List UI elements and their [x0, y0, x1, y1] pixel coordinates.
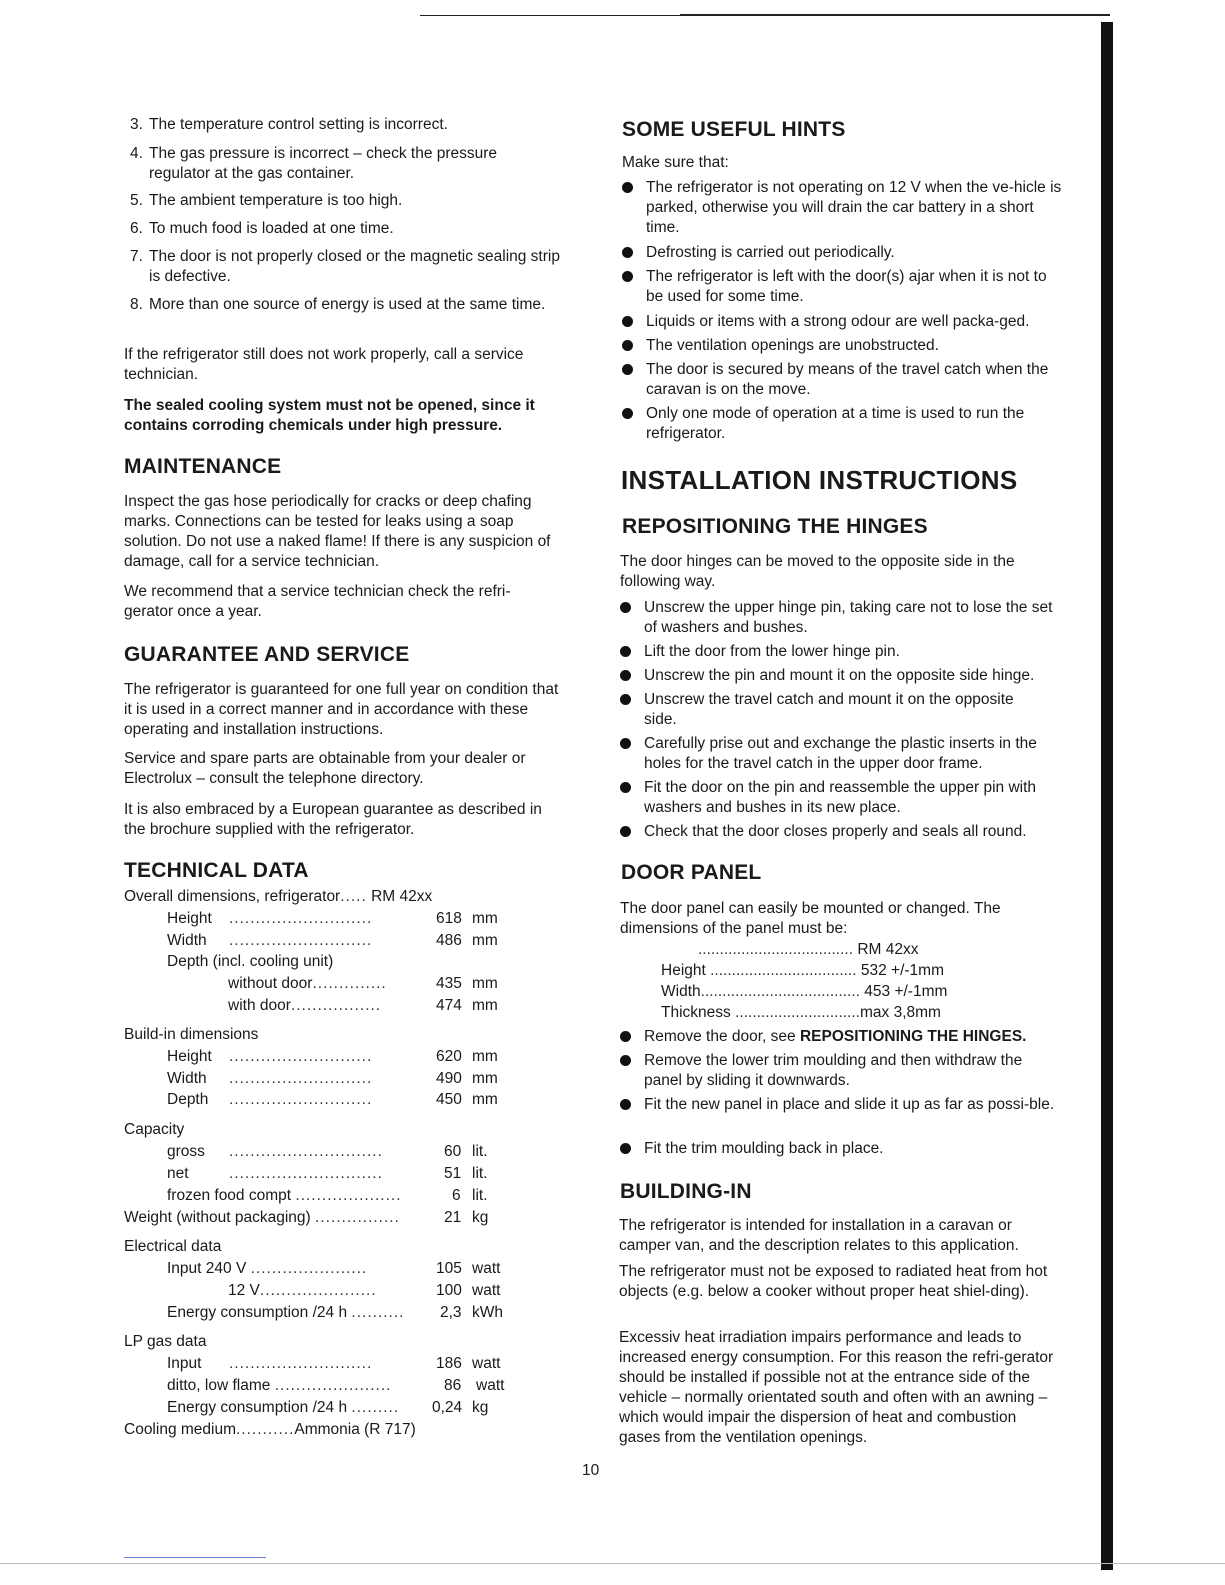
tech-row-electrical: Electrical data	[124, 1238, 222, 1255]
hinges-intro: The door hinges can be moved to the opposite side in the following way.	[620, 553, 1015, 590]
tech-row-lp-energy: Energy consumption /24 h .........	[167, 1399, 400, 1416]
tech-row-buildin: Build-in dimensions	[124, 1026, 259, 1043]
maintenance-p1: Inspect the gas hose periodically for cracks or deep chafing marks. Connections can be tested for leaks using a soap solution. Do not use a naked flame! If there is any suspicion of damage, call for a service technician.	[124, 493, 551, 570]
tech-row-with-door: with door.................	[228, 997, 382, 1014]
tech-row-depth: Depth (incl. cooling unit)	[167, 953, 334, 970]
scan-edge-bottom	[0, 1563, 1225, 1564]
tech-row-energy: Energy consumption /24 h ..........	[167, 1304, 405, 1321]
bullet-icon	[620, 1031, 631, 1042]
bullet-icon	[622, 364, 633, 375]
tech-row-b-width: Width ...........................	[167, 1070, 373, 1087]
tech-row-b-depth: Depth ...........................	[167, 1091, 373, 1108]
bullet-icon	[622, 340, 633, 351]
scan-underline	[124, 1557, 266, 1558]
building-in-p1: The refrigerator is intended for installation in a caravan or camper van, and the description relates to this application.	[619, 1217, 1019, 1254]
building-in-p3: Excessiv heat irradiation impairs performance and leads to increased energy consumption. For this reason the refri-gerator should be installed if possible not at the entrance side of the vehicle – normally orientated south and often with an awning – which would impair the dispersion of heat and combustion gases from the ventilation openings.	[619, 1329, 1054, 1446]
bullet-icon	[622, 182, 633, 193]
bullet-icon	[620, 1143, 631, 1154]
tech-row-cooling: Cooling medium...........Ammonia (R 717)	[124, 1421, 416, 1438]
tech-row-b-height: Height ...........................	[167, 1048, 373, 1065]
bullet-icon	[620, 1055, 631, 1066]
guarantee-p2: Service and spare parts are obtainable from your dealer or Electrolux – consult the telephone directory.	[124, 750, 526, 787]
hinges-heading: REPOSITIONING THE HINGES	[622, 515, 928, 538]
bullet-icon	[620, 670, 631, 681]
door-panel-heading: DOOR PANEL	[621, 861, 762, 884]
tech-row-without-door: without door..............	[228, 975, 387, 992]
bullet-icon	[620, 646, 631, 657]
bullet-icon	[620, 826, 631, 837]
technical-heading: TECHNICAL DATA	[124, 859, 309, 882]
tech-row-lp-input: Input ...........................	[167, 1355, 373, 1372]
tech-row-frozen: frozen food compt ....................	[167, 1187, 402, 1204]
tech-row-height: Height ...........................	[167, 910, 373, 927]
tech-row-net: net .............................	[167, 1165, 383, 1182]
bullet-icon	[622, 271, 633, 282]
tech-row-width: Width ...........................	[167, 932, 373, 949]
page-number: 10	[582, 1462, 600, 1479]
warning-text: The sealed cooling system must not be opened, since it contains corroding chemicals under high pressure.	[124, 397, 535, 434]
bullet-icon	[622, 408, 633, 419]
guarantee-p3: It is also embraced by a European guarantee as described in the brochure supplied with the refrigerator.	[124, 801, 542, 838]
tech-row-lp: LP gas data	[124, 1333, 207, 1350]
scan-edge-right	[1101, 22, 1113, 1570]
scan-edge-gap	[420, 14, 680, 15]
building-in-p2: The refrigerator must not be exposed to radiated heat from hot objects (e.g. below a cooker without proper heat shiel-ding).	[619, 1263, 1048, 1300]
hints-intro: Make sure that:	[622, 154, 729, 171]
guarantee-p1: The refrigerator is guaranteed for one full year on condition that it is used in a correct manner and in accordance with these operating and installation instructions.	[124, 681, 559, 738]
panel-row-height: Height .................................. 532 +/-1mm	[661, 962, 944, 979]
door-panel-intro: The door panel can easily be mounted or changed. The dimensions of the panel must be:	[620, 900, 1001, 937]
maintenance-p2: We recommend that a service technician check the refri-gerator once a year.	[124, 583, 511, 620]
tech-row-input240: Input 240 V ......................	[167, 1260, 368, 1277]
service-note: If the refrigerator still does not work properly, call a service technician.	[124, 346, 524, 383]
tech-row-capacity: Capacity	[124, 1121, 185, 1138]
install-heading: INSTALLATION INSTRUCTIONS	[621, 465, 1018, 495]
bullet-icon	[622, 247, 633, 258]
bullet-icon	[620, 694, 631, 705]
panel-row-width: Width..................................... 453 +/-1mm	[661, 983, 948, 1000]
maintenance-heading: MAINTENANCE	[124, 455, 282, 478]
panel-row-thickness: Thickness .............................max 3,8mm	[661, 1004, 941, 1021]
tech-row-weight: Weight (without packaging) ................	[124, 1209, 400, 1226]
bullet-icon	[620, 738, 631, 749]
bullet-icon	[620, 602, 631, 613]
bullet-icon	[620, 782, 631, 793]
panel-row-model: .................................... RM 42xx	[698, 941, 919, 958]
tech-row-ditto: ditto, low flame ......................	[167, 1377, 392, 1394]
guarantee-heading: GUARANTEE AND SERVICE	[124, 643, 410, 666]
bullet-icon	[622, 316, 633, 327]
tech-row-overall: Overall dimensions, refrigerator..... RM 42xx	[124, 888, 433, 905]
tech-row-gross: gross .............................	[167, 1143, 383, 1160]
building-in-heading: BUILDING-IN	[620, 1180, 752, 1203]
tech-row-input12: 12 V......................	[228, 1282, 377, 1299]
bullet-icon	[620, 1099, 631, 1110]
hints-heading: SOME USEFUL HINTS	[622, 118, 846, 141]
